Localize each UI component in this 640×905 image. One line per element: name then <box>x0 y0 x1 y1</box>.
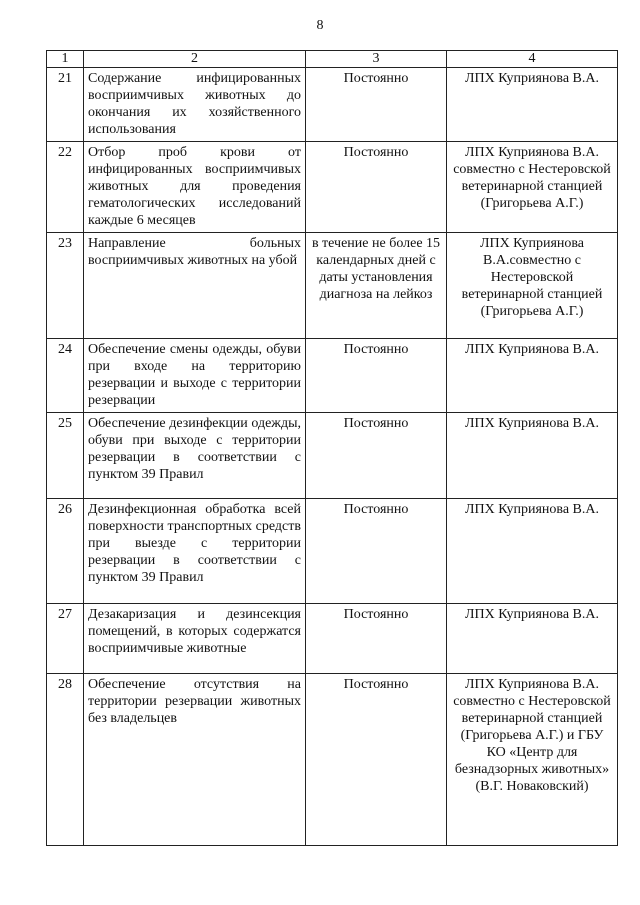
measure-responsible: ЛПХ Куприянова В.А. <box>447 339 618 413</box>
row-number: 21 <box>47 68 84 142</box>
table-row <box>47 233 618 339</box>
measure-term: Постоянно <box>306 68 447 142</box>
column-header: 1 <box>47 51 84 68</box>
measure-term: Постоянно <box>306 339 447 413</box>
measure-term: Постоянно <box>306 413 447 499</box>
table-row <box>47 68 618 142</box>
measure-description: Обеспечение отсутствия на территории резервации животных без владельцев <box>84 674 306 846</box>
measure-responsible: ЛПХ Куприянова В.А.совместно с Нестеровской ветеринарной станцией (Григорьева А.Г.) <box>447 233 618 339</box>
measure-description: Дезинфекционная обработка всей поверхности транспортных средств при выезде с территории резервации в соответствии с пунктом 39 Правил <box>84 499 306 604</box>
measure-term: Постоянно <box>306 674 447 846</box>
measure-description: Отбор проб крови от инфицированных восприимчивых животных для проведения гематологических исследований каждые 6 месяцев <box>84 142 306 233</box>
measure-responsible: ЛПХ Куприянова В.А. <box>447 604 618 674</box>
measure-responsible: ЛПХ Куприянова В.А. <box>447 499 618 604</box>
row-number: 27 <box>47 604 84 674</box>
measure-term: Постоянно <box>306 499 447 604</box>
measure-description: Направление больных восприимчивых животных на убой <box>84 233 306 339</box>
measure-responsible: ЛПХ Куприянова В.А. совместно с Нестеровской ветеринарной станцией (Григорьева А.Г.) <box>447 142 618 233</box>
measure-description: Обеспечение смены одежды, обуви при входе на территорию резервации и выходе с территории резервации <box>84 339 306 413</box>
table-row <box>47 413 618 499</box>
measure-responsible: ЛПХ Куприянова В.А. совместно с Нестеровской ветеринарной станцией (Григорьева А.Г.) и ГБУ КО «Центр для безнадзорных животных» (В.Г. Новаковский) <box>447 674 618 846</box>
measure-term: Постоянно <box>306 142 447 233</box>
row-number: 25 <box>47 413 84 499</box>
table-row <box>47 339 618 413</box>
row-number: 28 <box>47 674 84 846</box>
column-header: 2 <box>84 51 306 68</box>
column-header: 4 <box>447 51 618 68</box>
table-row <box>47 604 618 674</box>
row-number: 26 <box>47 499 84 604</box>
column-header: 3 <box>306 51 447 68</box>
row-number: 22 <box>47 142 84 233</box>
measure-description: Дезакаризация и дезинсекция помещений, в которых содержатся восприимчивые животные <box>84 604 306 674</box>
page-number: 8 <box>316 18 324 33</box>
measure-term: Постоянно <box>306 604 447 674</box>
table-row <box>47 142 618 233</box>
table-row <box>47 499 618 604</box>
measure-description: Содержание инфицированных восприимчивых животных до окончания их хозяйственного использования <box>84 68 306 142</box>
row-number: 23 <box>47 233 84 339</box>
table-header-row <box>47 51 618 68</box>
measure-description: Обеспечение дезинфекции одежды, обуви при выходе с территории резервации в соответствии с пунктом 39 Правил <box>84 413 306 499</box>
measures-table <box>46 50 618 846</box>
measure-responsible: ЛПХ Куприянова В.А. <box>447 68 618 142</box>
row-number: 24 <box>47 339 84 413</box>
measure-term: в течение не более 15 календарных дней с даты установления диагноза на лейкоз <box>306 233 447 339</box>
measure-responsible: ЛПХ Куприянова В.А. <box>447 413 618 499</box>
table-row <box>47 674 618 846</box>
